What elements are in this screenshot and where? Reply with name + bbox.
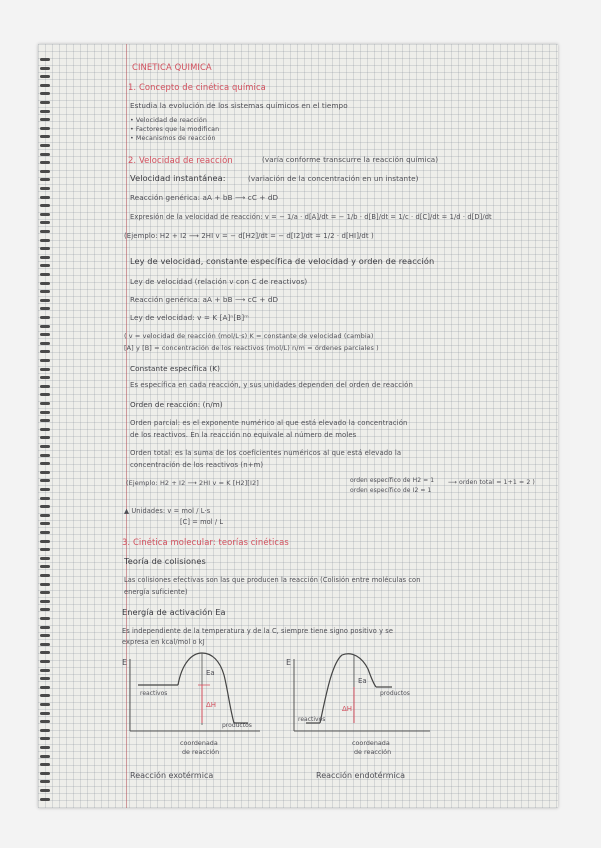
x-axis-label-1: coordenada xyxy=(180,739,218,747)
spiral-ring xyxy=(40,170,50,173)
spiral-ring xyxy=(40,669,50,672)
spiral-ring xyxy=(40,153,50,156)
rate-example: (Ejemplo: H2 + I2 ⟶ 2HI v = − d[H2]/dt = − d[I2]/dt = 1/2 · d[HI]/dt ) xyxy=(124,232,374,240)
spiral-ring xyxy=(40,565,50,568)
spiral-ring xyxy=(40,359,50,362)
section-2-heading-note: (varía conforme transcurre la reacción química) xyxy=(262,155,439,164)
section-2-heading: 2. Velocidad de reacción xyxy=(128,155,233,165)
spiral-ring xyxy=(40,531,50,534)
list-item: • Velocidad de reacción xyxy=(130,117,207,124)
axis-e-label: E xyxy=(286,658,292,667)
spiral-ring xyxy=(40,651,50,654)
products-label: productos xyxy=(222,722,252,729)
spiral-ring xyxy=(40,84,50,87)
rate-law-note-1: ( v = velocidad de reacción (mol/L·s) K = constante de velocidad (cambia) xyxy=(124,332,374,340)
spiral-ring xyxy=(40,256,50,259)
spiral-ring xyxy=(40,522,50,525)
spiral-ring xyxy=(40,729,50,732)
spiral-ring xyxy=(40,626,50,629)
spiral-ring xyxy=(40,583,50,586)
activation-energy-text-2: expresa en kcal/mol o kJ xyxy=(122,638,205,646)
spiral-ring xyxy=(40,462,50,465)
instantaneous-velocity-text: (variación de la concentración en un instante) xyxy=(248,174,419,183)
spiral-ring xyxy=(40,411,50,414)
spiral-ring xyxy=(40,634,50,637)
spiral-ring xyxy=(40,720,50,723)
spiral-ring xyxy=(40,548,50,551)
spiral-ring xyxy=(40,110,50,113)
spiral-ring xyxy=(40,600,50,603)
spiral-ring xyxy=(40,299,50,302)
spiral-ring xyxy=(40,273,50,276)
spiral-ring xyxy=(40,419,50,422)
spiral-ring xyxy=(40,316,50,319)
spiral-ring xyxy=(40,350,50,353)
spiral-ring xyxy=(40,574,50,577)
x-axis-label-1: coordenada xyxy=(352,739,390,747)
order-heading: Orden de reacción: (n/m) xyxy=(130,400,223,409)
spiral-ring xyxy=(40,772,50,775)
rate-law-subheading: Ley de velocidad (relación v con C de reactivos) xyxy=(130,277,308,286)
section-1-heading: 1. Concepto de cinética química xyxy=(128,82,266,92)
spiral-ring xyxy=(40,204,50,207)
order-example: (Ejemplo: H2 + I2 ⟶ 2HI v = K [H2][I2] xyxy=(126,479,259,487)
spiral-ring xyxy=(40,187,50,190)
order-partial-line-2: de los reactivos. En la reacción no equivale al número de moles xyxy=(130,431,357,439)
spiral-ring xyxy=(40,161,50,164)
spiral-ring xyxy=(40,798,50,801)
dh-label: ΔH xyxy=(342,705,353,713)
spiral-ring xyxy=(40,591,50,594)
ea-label: Ea xyxy=(206,669,215,677)
spiral-ring xyxy=(40,178,50,181)
x-axis-label-2: de reacción xyxy=(182,748,220,756)
spiral-ring xyxy=(40,127,50,130)
spiral-ring xyxy=(40,282,50,285)
spiral-ring xyxy=(40,213,50,216)
rate-expression: Expresión de la velocidad de reacción: v = − 1/a · d[A]/dt = − 1/b · d[B]/dt = 1/c · d[C]/dt = 1/d · d[D]/dt xyxy=(130,213,492,221)
rate-law-generic: Reacción genérica: aA + bB ⟶ cC + dD xyxy=(130,295,279,304)
spiral-ring xyxy=(40,376,50,379)
spiral-ring xyxy=(40,737,50,740)
spiral-ring xyxy=(40,789,50,792)
spiral-ring xyxy=(40,471,50,474)
spiral-ring xyxy=(40,75,50,78)
collision-heading: Teoría de colisiones xyxy=(124,556,206,566)
rate-law-formula: Ley de velocidad: v = K [A]ⁿ[B]ᵐ xyxy=(130,313,249,322)
spiral-ring xyxy=(40,290,50,293)
units-line-2: [C] = mol / L xyxy=(180,518,224,526)
spiral-ring xyxy=(40,196,50,199)
spiral-ring xyxy=(40,101,50,104)
spiral-ring xyxy=(40,677,50,680)
spiral-ring xyxy=(40,58,50,61)
spiral-ring xyxy=(40,514,50,517)
spiral-ring xyxy=(40,428,50,431)
spiral-ring xyxy=(40,118,50,121)
spiral-ring xyxy=(40,221,50,224)
order-total-line-1: Orden total: es la suma de los coeficientes numéricos al que está elevado la xyxy=(130,449,402,457)
section-1-text: Estudia la evolución de los sistemas químicos en el tiempo xyxy=(130,101,348,110)
reactants-label: reactivos xyxy=(298,716,326,723)
rate-law-note-2: [A] y [B] = concentración de los reactivos (mol/L) n/m = órdenes parciales ) xyxy=(124,344,379,352)
spiral-ring xyxy=(40,686,50,689)
section-3-heading: 3. Cinética molecular: teorías cinéticas xyxy=(122,537,289,547)
activation-energy-text-1: Es independiente de la temperatura y de la C, siempre tiene signo positivo y se xyxy=(122,627,393,635)
spiral-ring xyxy=(40,755,50,758)
spiral-ring xyxy=(40,540,50,543)
spiral-ring xyxy=(40,393,50,396)
constant-heading: Constante específica (K) xyxy=(130,364,221,373)
spiral-ring xyxy=(40,239,50,242)
spiral-ring xyxy=(40,333,50,336)
energy-curve xyxy=(178,653,234,723)
order-example-partial-2: orden específico de I2 = 1 xyxy=(350,487,432,494)
spiral-ring xyxy=(40,557,50,560)
order-example-total: ⟶ orden total = 1+1 = 2 ) xyxy=(448,479,535,486)
spiral-ring xyxy=(40,746,50,749)
spiral-ring xyxy=(40,479,50,482)
spiral-ring xyxy=(40,643,50,646)
spiral-ring xyxy=(40,608,50,611)
spiral-ring xyxy=(40,230,50,233)
products-label: productos xyxy=(380,690,410,697)
order-example-partial-1: orden específico de H2 = 1 xyxy=(350,477,435,484)
units-line-1: ▲ Unidades: v = mol / L·s xyxy=(124,507,211,515)
activation-energy-heading: Energía de activación Ea xyxy=(122,607,226,617)
spiral-ring xyxy=(40,92,50,95)
spiral-ring xyxy=(40,763,50,766)
spiral-ring xyxy=(40,617,50,620)
order-total-line-2: concentración de los reactivos (n+m) xyxy=(130,461,264,469)
spiral-ring xyxy=(40,307,50,310)
exothermic-caption: Reacción exotérmica xyxy=(130,771,214,780)
collision-text-1: Las colisiones efectivas son las que producen la reacción (Colisión entre moléculas con xyxy=(124,576,421,584)
list-item: • Mecanismos de reacción xyxy=(130,135,216,142)
spiral-ring xyxy=(40,385,50,388)
spiral-ring xyxy=(40,497,50,500)
endothermic-caption: Reacción endotérmica xyxy=(316,771,406,780)
instantaneous-velocity-label: Velocidad instantánea: xyxy=(130,173,226,183)
spiral-ring xyxy=(40,780,50,783)
reactants-label: reactivos xyxy=(140,690,168,697)
dh-label: ΔH xyxy=(206,701,217,709)
spiral-ring xyxy=(40,368,50,371)
spiral-ring xyxy=(40,325,50,328)
order-partial-line-1: Orden parcial: es el exponente numérico al que está elevado la concentración xyxy=(130,419,408,427)
ea-label: Ea xyxy=(358,677,367,685)
spiral-ring xyxy=(40,436,50,439)
spiral-ring xyxy=(40,67,50,70)
spiral-ring xyxy=(40,694,50,697)
spiral-ring xyxy=(40,342,50,345)
page-title: CINETICA QUIMICA xyxy=(132,62,212,72)
constant-text: Es específica en cada reacción, y sus unidades dependen del orden de reacción xyxy=(130,381,413,389)
endothermic-energy-diagram xyxy=(280,645,450,785)
spiral-ring xyxy=(40,135,50,138)
spiral-ring xyxy=(40,144,50,147)
spiral-ring xyxy=(40,445,50,448)
spiral-ring xyxy=(40,703,50,706)
spiral-binding xyxy=(38,44,50,808)
list-item: • Factores que la modifican xyxy=(130,126,220,133)
spiral-ring xyxy=(40,505,50,508)
generic-reaction: Reacción genérica: aA + bB ⟶ cC + dD xyxy=(130,193,279,202)
x-axis-label-2: de reacción xyxy=(354,748,392,756)
spiral-ring xyxy=(40,264,50,267)
axis-e-label: E xyxy=(122,658,128,667)
spiral-ring xyxy=(40,660,50,663)
rate-law-heading: Ley de velocidad, constante específica de velocidad y orden de reacción xyxy=(130,256,435,266)
collision-text-2: energía suficiente) xyxy=(124,588,188,596)
exothermic-energy-diagram xyxy=(110,645,280,785)
spiral-ring xyxy=(40,488,50,491)
spiral-ring xyxy=(40,402,50,405)
spiral-ring xyxy=(40,712,50,715)
spiral-ring xyxy=(40,247,50,250)
spiral-ring xyxy=(40,454,50,457)
